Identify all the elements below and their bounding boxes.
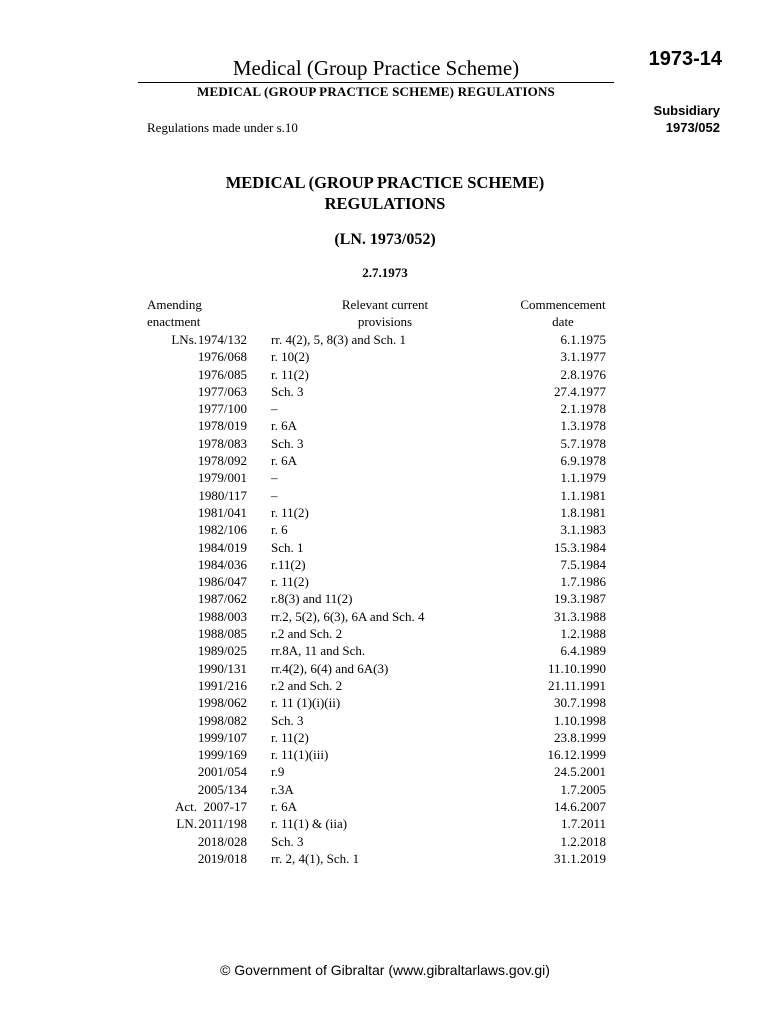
subsidiary-label: Subsidiary — [653, 103, 720, 118]
enactment-type: LN. — [176, 816, 197, 832]
relevant-provisions: r. 6A — [271, 418, 297, 434]
enactment-number: 1988/085 — [197, 626, 247, 642]
enactment-number: 1979/001 — [197, 470, 247, 486]
relevant-provisions: rr. 4(2), 5, 8(3) and Sch. 1 — [271, 332, 407, 347]
table-row — [0, 642, 770, 659]
running-title: Medical (Group Practice Scheme) — [138, 54, 614, 83]
enactment-number: 1981/041 — [197, 504, 247, 520]
commencement-date: 1.7.1986 — [560, 574, 606, 590]
commencement-date: 15.3.1984 — [554, 539, 606, 555]
commencement-date: 21.11.1991 — [547, 677, 606, 693]
enactment-number: 1978/092 — [197, 453, 247, 469]
table-row — [0, 798, 770, 815]
enactment-number: 2001/054 — [197, 764, 247, 780]
document-title-line2: REGULATIONS — [324, 194, 446, 213]
enactment-type: LNs. — [171, 332, 197, 347]
commencement-date: 5.7.1978 — [560, 435, 606, 451]
enactment-number: 1990/131 — [197, 660, 247, 676]
table-row — [0, 556, 770, 573]
table-row — [0, 677, 770, 694]
table-row — [0, 348, 770, 365]
relevant-provisions: r.2 and Sch. 2 — [271, 677, 343, 693]
table-row — [0, 366, 770, 383]
enactment-number: 1999/107 — [197, 729, 247, 745]
table-row — [0, 504, 770, 521]
enactment-number: 1976/068 — [197, 349, 247, 365]
relevant-provisions: r.8(3) and 11(2) — [271, 591, 353, 607]
enactment-number: 1999/169 — [197, 747, 247, 763]
commencement-date: 2.1.1978 — [560, 401, 606, 417]
footer-copyright: © Government of Gibraltar (www.gibraltarlaws.gov.gi) — [220, 962, 550, 978]
relevant-provisions: r. 11(2) — [271, 729, 309, 745]
commencement-date: 3.1.1977 — [560, 349, 606, 365]
enactment-number: 2019/018 — [197, 850, 247, 866]
subsidiary-number: 1973/052 — [665, 120, 720, 135]
header-commencement-date: Commencement date — [520, 297, 606, 329]
subsidiary-block — [654, 102, 720, 136]
relevant-provisions: r. 10(2) — [271, 349, 310, 365]
table-row — [0, 729, 770, 746]
commencement-date: 2.8.1976 — [560, 366, 606, 382]
enactment-number: 1998/082 — [197, 712, 247, 728]
commencement-date: 1.3.1978 — [560, 418, 606, 434]
commencement-date: 31.3.1988 — [554, 608, 606, 624]
commencement-date: 1.7.2005 — [560, 781, 606, 797]
table-row — [0, 833, 770, 850]
enactment-number: 1974/132 — [197, 332, 247, 347]
relevant-provisions: r. 6A — [271, 453, 297, 469]
table-row — [0, 746, 770, 763]
commencement-date: 30.7.1998 — [554, 695, 606, 711]
enactment-number: 1986/047 — [197, 574, 247, 590]
table-row — [0, 573, 770, 590]
table-row — [0, 815, 770, 832]
commencement-date: 6.4.1989 — [560, 643, 606, 659]
enactment-number: 1982/106 — [197, 522, 247, 538]
table-row — [0, 608, 770, 625]
commencement-date: 1.1.1981 — [560, 487, 606, 503]
commencement-date: 6.1.1975 — [560, 332, 606, 347]
enactment-number: 1984/036 — [197, 556, 247, 572]
table-row — [0, 487, 770, 504]
regulation-date: 2.7.1973 — [362, 265, 408, 280]
relevant-provisions: r. 11(2) — [271, 574, 309, 590]
enactment-number: 1976/085 — [197, 366, 247, 382]
table-row — [0, 850, 770, 867]
header-relevant-provisions: Relevant current provisions — [341, 297, 429, 329]
commencement-date: 7.5.1984 — [560, 556, 606, 572]
enactment-number: 1987/062 — [197, 591, 247, 607]
commencement-date: 14.6.2007 — [554, 799, 606, 815]
commencement-date: 11.10.1990 — [547, 660, 606, 676]
commencement-date: 19.3.1987 — [554, 591, 606, 607]
commencement-date: 3.1.1983 — [560, 522, 606, 538]
relevant-provisions: r. 11 (1)(i)(ii) — [271, 695, 341, 711]
enactment-number: 1978/083 — [197, 435, 247, 451]
document-title-line1: MEDICAL (GROUP PRACTICE SCHEME) — [225, 173, 545, 192]
enactment-number: 1980/117 — [198, 487, 247, 503]
enactment-number: 1977/100 — [197, 401, 247, 417]
table-row — [0, 331, 770, 348]
enactment-number: 2011/198 — [198, 816, 247, 832]
relevant-provisions: rr.2, 5(2), 6(3), 6A and Sch. 4 — [271, 608, 425, 624]
table-row — [0, 521, 770, 538]
relevant-provisions: Sch. 3 — [271, 712, 304, 728]
table-row — [0, 660, 770, 677]
table-row — [0, 383, 770, 400]
relevant-provisions: r.3A — [271, 781, 294, 797]
table-row — [0, 763, 770, 780]
relevant-provisions: rr.8A, 11 and Sch. — [271, 643, 366, 659]
relevant-provisions: r. 11(2) — [271, 504, 309, 520]
amendments-table-body — [0, 331, 770, 867]
table-row — [0, 417, 770, 434]
commencement-date: 1.2.1988 — [560, 626, 606, 642]
enactment-number: 1984/019 — [197, 539, 247, 555]
enactment-number: 2018/028 — [197, 833, 247, 849]
relevant-provisions: – — [271, 401, 278, 417]
running-subtitle: MEDICAL (GROUP PRACTICE SCHEME) REGULATIONS — [197, 84, 555, 99]
commencement-date: 23.8.1999 — [554, 729, 606, 745]
relevant-provisions: r.9 — [271, 764, 285, 780]
relevant-provisions: – — [271, 487, 278, 503]
legal-notice-number: (LN. 1973/052) — [334, 231, 436, 248]
document-title — [140, 172, 630, 214]
commencement-date: 27.4.1977 — [554, 383, 606, 399]
relevant-provisions: r. 11(1) & (iia) — [271, 816, 348, 832]
header-amending-enactment: Amending enactment — [147, 297, 202, 329]
relevant-provisions: r. 6 — [271, 522, 288, 538]
table-row — [0, 694, 770, 711]
relevant-provisions: rr. 2, 4(1), Sch. 1 — [271, 850, 360, 866]
chapter-number: 1973-14 — [648, 48, 722, 70]
relevant-provisions: – — [271, 470, 278, 486]
relevant-provisions: rr.4(2), 6(4) and 6A(3) — [271, 660, 389, 676]
enactment-number: 1991/216 — [197, 677, 247, 693]
relevant-provisions: r. 6A — [271, 799, 297, 815]
table-row — [0, 539, 770, 556]
table-row — [0, 400, 770, 417]
commencement-date: 16.12.1999 — [547, 747, 606, 763]
commencement-date: 1.2.2018 — [560, 833, 606, 849]
commencement-date: 1.7.2011 — [560, 816, 606, 832]
relevant-provisions: r.2 and Sch. 2 — [271, 626, 343, 642]
enactment-number: 1988/003 — [197, 608, 247, 624]
relevant-provisions: r. 11(1)(iii) — [271, 747, 329, 763]
commencement-date: 1.1.1979 — [560, 470, 606, 486]
table-row — [0, 435, 770, 452]
relevant-provisions: Sch. 3 — [271, 833, 304, 849]
enactment-number: 2007-17 — [203, 799, 247, 815]
table-row — [0, 712, 770, 729]
enactment-number: 2005/134 — [197, 781, 247, 797]
relevant-provisions: Sch. 3 — [271, 435, 304, 451]
table-row — [0, 781, 770, 798]
enactment-number: 1989/025 — [197, 643, 247, 659]
relevant-provisions: Sch. 1 — [271, 539, 304, 555]
commencement-date: 6.9.1978 — [560, 453, 606, 469]
enactment-number: 1998/062 — [197, 695, 247, 711]
enactment-number: 1977/063 — [197, 383, 247, 399]
relevant-provisions: r. 11(2) — [271, 366, 309, 382]
enactment-number: 1978/019 — [197, 418, 247, 434]
relevant-provisions: Sch. 3 — [271, 383, 304, 399]
table-row — [0, 452, 770, 469]
commencement-date: 24.5.2001 — [554, 764, 606, 780]
relevant-provisions: r.11(2) — [271, 556, 306, 572]
commencement-date: 1.8.1981 — [560, 504, 606, 520]
enactment-type: Act. — [174, 799, 197, 815]
made-under-note: Regulations made under s.10 — [147, 120, 298, 135]
commencement-date: 31.1.2019 — [554, 850, 606, 866]
commencement-date: 1.10.1998 — [554, 712, 606, 728]
table-row — [0, 469, 770, 486]
table-row — [0, 625, 770, 642]
table-row — [0, 590, 770, 607]
